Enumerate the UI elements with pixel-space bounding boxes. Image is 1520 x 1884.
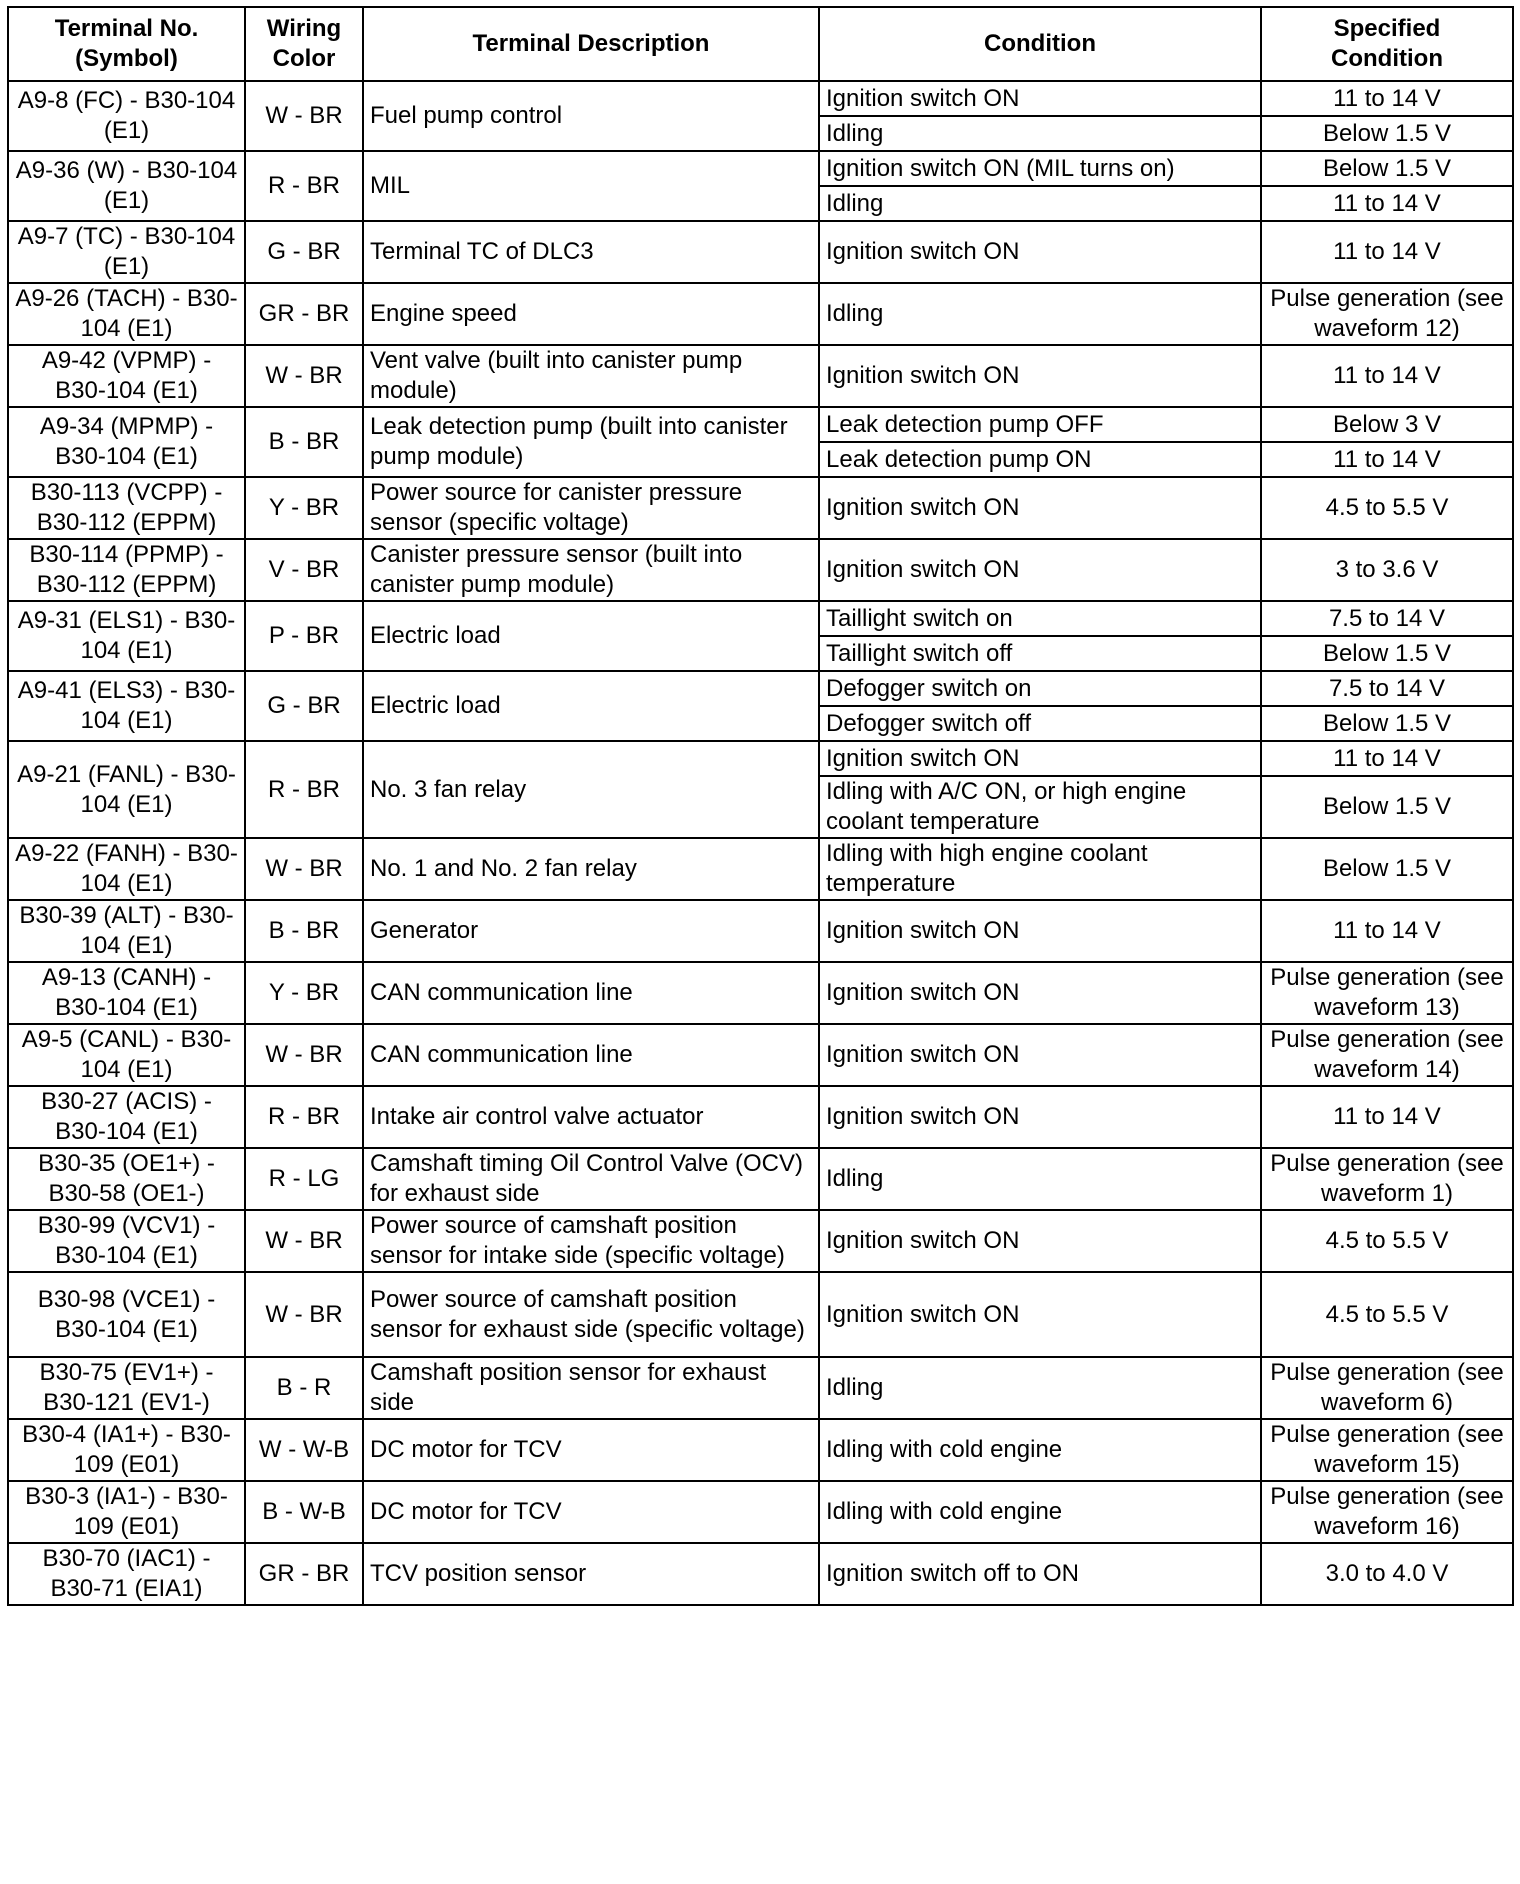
specified-condition-cell: Pulse generation (see waveform 1) [1261,1148,1513,1210]
condition-cell: Ignition switch ON [819,221,1261,283]
condition-cell: Ignition switch ON [819,962,1261,1024]
condition-cell: Ignition switch ON [819,741,1261,776]
terminal-cell: A9-26 (TACH) - B30-104 (E1) [8,283,245,345]
terminal-cell: B30-113 (VCPP) - B30-112 (EPPM) [8,477,245,539]
terminal-cell: A9-22 (FANH) - B30-104 (E1) [8,838,245,900]
table-row [8,539,1513,601]
table-row [8,838,1513,900]
terminal-description-cell: TCV position sensor [363,1543,819,1605]
terminal-description-cell: Electric load [363,601,819,671]
terminal-description-cell: DC motor for TCV [363,1419,819,1481]
terminal-description-cell: Engine speed [363,283,819,345]
table-row [8,601,1513,636]
wiring-color-cell: W - BR [245,1024,363,1086]
wiring-color-cell: R - BR [245,741,363,838]
specified-condition-cell: Below 1.5 V [1261,706,1513,741]
condition-cell: Ignition switch ON [819,1086,1261,1148]
table-row [8,962,1513,1024]
terminal-cell: B30-98 (VCE1) - B30-104 (E1) [8,1272,245,1357]
table-row [8,407,1513,442]
table-row [8,1086,1513,1148]
condition-cell: Ignition switch ON [819,477,1261,539]
table-body [8,81,1513,1605]
terminal-cell: A9-34 (MPMP) - B30-104 (E1) [8,407,245,477]
terminal-cell: A9-7 (TC) - B30-104 (E1) [8,221,245,283]
wiring-color-cell: G - BR [245,221,363,283]
condition-cell: Idling [819,186,1261,221]
condition-cell: Defogger switch off [819,706,1261,741]
specified-condition-cell: 4.5 to 5.5 V [1261,1210,1513,1272]
specified-condition-cell: 11 to 14 V [1261,442,1513,477]
header-terminal: Terminal No. (Symbol) [8,7,245,81]
specified-condition-cell: Pulse generation (see waveform 14) [1261,1024,1513,1086]
header-specified-condition: Specified Condition [1261,7,1513,81]
terminal-cell: B30-3 (IA1-) - B30-109 (E01) [8,1481,245,1543]
terminal-cell: A9-42 (VPMP) - B30-104 (E1) [8,345,245,407]
terminal-description-cell: Camshaft position sensor for exhaust side [363,1357,819,1419]
condition-cell: Idling with A/C ON, or high engine coolant temperature [819,776,1261,838]
specified-condition-cell: 11 to 14 V [1261,345,1513,407]
terminal-spec-document [7,6,1514,1606]
table-row [8,151,1513,186]
table-row [8,1357,1513,1419]
specified-condition-cell: 11 to 14 V [1261,900,1513,962]
condition-cell: Ignition switch ON [819,1210,1261,1272]
terminal-cell: B30-99 (VCV1) - B30-104 (E1) [8,1210,245,1272]
terminal-description-cell: Camshaft timing Oil Control Valve (OCV) for exhaust side [363,1148,819,1210]
table-row [8,741,1513,776]
specified-condition-cell: 7.5 to 14 V [1261,671,1513,706]
terminal-description-cell: Generator [363,900,819,962]
terminal-description-cell: Power source for canister pressure sensor (specific voltage) [363,477,819,539]
table-row [8,345,1513,407]
condition-cell: Leak detection pump ON [819,442,1261,477]
terminal-cell: A9-21 (FANL) - B30-104 (E1) [8,741,245,838]
table-row [8,1419,1513,1481]
terminal-cell: B30-39 (ALT) - B30-104 (E1) [8,900,245,962]
specified-condition-cell: 3 to 3.6 V [1261,539,1513,601]
condition-cell: Idling [819,1357,1261,1419]
table-header-row [8,7,1513,81]
wiring-color-cell: R - BR [245,1086,363,1148]
condition-cell: Idling [819,283,1261,345]
condition-cell: Ignition switch ON [819,1024,1261,1086]
terminal-description-cell: Vent valve (built into canister pump module) [363,345,819,407]
table-row [8,1543,1513,1605]
wiring-color-cell: GR - BR [245,283,363,345]
specified-condition-cell: 4.5 to 5.5 V [1261,1272,1513,1357]
terminal-description-cell: Terminal TC of DLC3 [363,221,819,283]
wiring-color-cell: W - BR [245,1210,363,1272]
table-row [8,477,1513,539]
table-row [8,1210,1513,1272]
terminal-description-cell: Power source of camshaft position sensor for exhaust side (specific voltage) [363,1272,819,1357]
wiring-color-cell: W - BR [245,345,363,407]
table-row [8,1481,1513,1543]
specified-condition-cell: 3.0 to 4.0 V [1261,1543,1513,1605]
terminal-description-cell: DC motor for TCV [363,1481,819,1543]
header-wiring-color: Wiring Color [245,7,363,81]
condition-cell: Idling [819,1148,1261,1210]
wiring-color-cell: P - BR [245,601,363,671]
terminal-cell: A9-8 (FC) - B30-104 (E1) [8,81,245,151]
specified-condition-cell: Pulse generation (see waveform 16) [1261,1481,1513,1543]
terminal-description-cell: Canister pressure sensor (built into canister pump module) [363,539,819,601]
specified-condition-cell: 11 to 14 V [1261,741,1513,776]
specified-condition-cell: Below 1.5 V [1261,116,1513,151]
specified-condition-cell: 7.5 to 14 V [1261,601,1513,636]
terminal-cell: A9-31 (ELS1) - B30-104 (E1) [8,601,245,671]
condition-cell: Idling [819,116,1261,151]
wiring-color-cell: Y - BR [245,477,363,539]
terminal-cell: A9-13 (CANH) - B30-104 (E1) [8,962,245,1024]
wiring-color-cell: W - BR [245,1272,363,1357]
condition-cell: Ignition switch ON [819,81,1261,116]
terminal-description-cell: Power source of camshaft position sensor for intake side (specific voltage) [363,1210,819,1272]
specified-condition-cell: Below 1.5 V [1261,636,1513,671]
condition-cell: Ignition switch off to ON [819,1543,1261,1605]
wiring-color-cell: W - W-B [245,1419,363,1481]
specified-condition-cell: Below 1.5 V [1261,151,1513,186]
terminal-cell: B30-114 (PPMP) - B30-112 (EPPM) [8,539,245,601]
terminal-cell: A9-36 (W) - B30-104 (E1) [8,151,245,221]
terminal-cell: B30-35 (OE1+) - B30-58 (OE1-) [8,1148,245,1210]
wiring-color-cell: G - BR [245,671,363,741]
terminal-description-cell: CAN communication line [363,962,819,1024]
terminal-spec-table [7,6,1514,1606]
terminal-description-cell: Fuel pump control [363,81,819,151]
condition-cell: Taillight switch off [819,636,1261,671]
specified-condition-cell: Below 1.5 V [1261,838,1513,900]
specified-condition-cell: Pulse generation (see waveform 15) [1261,1419,1513,1481]
table-row [8,1148,1513,1210]
terminal-cell: B30-27 (ACIS) - B30-104 (E1) [8,1086,245,1148]
terminal-description-cell: No. 3 fan relay [363,741,819,838]
table-row [8,1024,1513,1086]
condition-cell: Defogger switch on [819,671,1261,706]
condition-cell: Idling with cold engine [819,1419,1261,1481]
specified-condition-cell: 4.5 to 5.5 V [1261,477,1513,539]
wiring-color-cell: R - LG [245,1148,363,1210]
specified-condition-cell: 11 to 14 V [1261,81,1513,116]
terminal-description-cell: MIL [363,151,819,221]
wiring-color-cell: W - BR [245,81,363,151]
condition-cell: Leak detection pump OFF [819,407,1261,442]
header-terminal-description: Terminal Description [363,7,819,81]
specified-condition-cell: Pulse generation (see waveform 13) [1261,962,1513,1024]
wiring-color-cell: B - BR [245,407,363,477]
specified-condition-cell: Below 3 V [1261,407,1513,442]
condition-cell: Ignition switch ON [819,1272,1261,1357]
terminal-description-cell: Intake air control valve actuator [363,1086,819,1148]
terminal-cell: B30-4 (IA1+) - B30-109 (E01) [8,1419,245,1481]
wiring-color-cell: GR - BR [245,1543,363,1605]
table-row [8,671,1513,706]
condition-cell: Ignition switch ON [819,539,1261,601]
table-row [8,900,1513,962]
table-row [8,81,1513,116]
terminal-description-cell: Electric load [363,671,819,741]
specified-condition-cell: Below 1.5 V [1261,776,1513,838]
table-row [8,1272,1513,1357]
terminal-description-cell: Leak detection pump (built into canister pump module) [363,407,819,477]
wiring-color-cell: B - R [245,1357,363,1419]
wiring-color-cell: B - BR [245,900,363,962]
condition-cell: Ignition switch ON (MIL turns on) [819,151,1261,186]
wiring-color-cell: W - BR [245,838,363,900]
wiring-color-cell: R - BR [245,151,363,221]
condition-cell: Idling with cold engine [819,1481,1261,1543]
condition-cell: Ignition switch ON [819,900,1261,962]
table-row [8,283,1513,345]
terminal-description-cell: CAN communication line [363,1024,819,1086]
terminal-cell: B30-75 (EV1+) - B30-121 (EV1-) [8,1357,245,1419]
terminal-cell: A9-5 (CANL) - B30-104 (E1) [8,1024,245,1086]
terminal-description-cell: No. 1 and No. 2 fan relay [363,838,819,900]
condition-cell: Taillight switch on [819,601,1261,636]
specified-condition-cell: Pulse generation (see waveform 12) [1261,283,1513,345]
table-row [8,221,1513,283]
specified-condition-cell: 11 to 14 V [1261,221,1513,283]
wiring-color-cell: Y - BR [245,962,363,1024]
condition-cell: Idling with high engine coolant temperature [819,838,1261,900]
terminal-cell: A9-41 (ELS3) - B30-104 (E1) [8,671,245,741]
condition-cell: Ignition switch ON [819,345,1261,407]
header-condition: Condition [819,7,1261,81]
wiring-color-cell: B - W-B [245,1481,363,1543]
specified-condition-cell: Pulse generation (see waveform 6) [1261,1357,1513,1419]
terminal-cell: B30-70 (IAC1) - B30-71 (EIA1) [8,1543,245,1605]
specified-condition-cell: 11 to 14 V [1261,186,1513,221]
specified-condition-cell: 11 to 14 V [1261,1086,1513,1148]
wiring-color-cell: V - BR [245,539,363,601]
